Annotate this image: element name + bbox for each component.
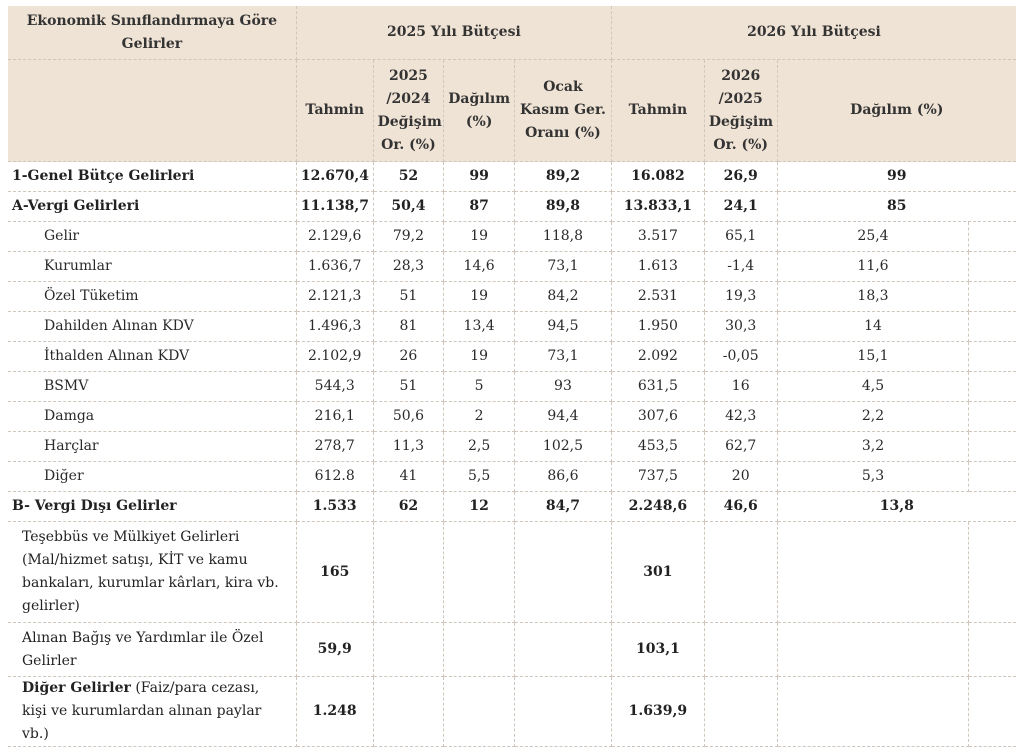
cell: 2.248,6 <box>612 492 705 522</box>
row-label-bold: Diğer Gelirler <box>22 680 131 696</box>
cell: 2,5 <box>444 432 515 462</box>
row-label: Alınan Bağış ve Yardımlar ile Özel Gelirler <box>8 623 297 677</box>
cell: 26 <box>374 342 445 372</box>
table-row <box>8 432 1016 462</box>
cell: 301 <box>612 522 705 623</box>
cell: 1.636,7 <box>297 252 374 282</box>
empty-cell <box>969 252 1016 282</box>
row-label: Dahilden Alınan KDV <box>8 312 297 342</box>
empty-cell <box>969 677 1016 747</box>
cell: 278,7 <box>297 432 374 462</box>
table-row <box>8 312 1016 342</box>
row-label-rest: (Faiz/para cezası, kişi ve kurumlardan alınan paylar vb.) <box>22 680 262 742</box>
cell: 13.833,1 <box>612 192 705 222</box>
empty-cell <box>969 222 1016 252</box>
cell: 85 <box>778 192 1016 222</box>
cell: 30,3 <box>705 312 778 342</box>
empty-cell <box>778 522 970 623</box>
cell: 1.248 <box>297 677 374 747</box>
empty-cell <box>705 522 778 623</box>
empty-cell <box>515 677 612 747</box>
empty-cell <box>969 372 1016 402</box>
cell: 84,2 <box>515 282 612 312</box>
cell: 631,5 <box>612 372 705 402</box>
cell: 19 <box>444 282 515 312</box>
cell: 4,5 <box>778 372 970 402</box>
empty-cell <box>969 462 1016 492</box>
table-row <box>8 492 1016 522</box>
empty-cell <box>969 402 1016 432</box>
budget-table <box>8 6 1016 747</box>
cell: 5,5 <box>444 462 515 492</box>
cell: 2.121,3 <box>297 282 374 312</box>
cell: 1.496,3 <box>297 312 374 342</box>
cell: 19 <box>444 222 515 252</box>
cell: 94,4 <box>515 402 612 432</box>
empty-cell <box>515 623 612 677</box>
cell: 216,1 <box>297 402 374 432</box>
empty-cell <box>374 522 445 623</box>
change-2025-header: 2025 /2024 Değişim Or. (%) <box>374 60 445 162</box>
cell: 86,6 <box>515 462 612 492</box>
cell: 73,1 <box>515 252 612 282</box>
row-label: Gelir <box>8 222 297 252</box>
cell: -0,05 <box>705 342 778 372</box>
cell: 1.613 <box>612 252 705 282</box>
cell: 25,4 <box>778 222 970 252</box>
cell: 2.531 <box>612 282 705 312</box>
col-label-header: Ekonomik Sınıflandırmaya Göre Gelirler <box>8 6 297 60</box>
row-label: Damga <box>8 402 297 432</box>
cell: 3.517 <box>612 222 705 252</box>
empty-cell <box>515 522 612 623</box>
table-row <box>8 623 1016 677</box>
cell: 13,4 <box>444 312 515 342</box>
tahmin-2025-header: Tahmin <box>297 60 374 162</box>
cell: 42,3 <box>705 402 778 432</box>
cell: 73,1 <box>515 342 612 372</box>
cell: 84,7 <box>515 492 612 522</box>
cell: 18,3 <box>778 282 970 312</box>
cell: 89,8 <box>515 192 612 222</box>
cell: 307,6 <box>612 402 705 432</box>
cell: 99 <box>778 162 1016 192</box>
cell: 99 <box>444 162 515 192</box>
empty-cell <box>778 623 970 677</box>
cell: 11,6 <box>778 252 970 282</box>
cell: 14,6 <box>444 252 515 282</box>
empty-cell <box>969 432 1016 462</box>
cell: 2.102,9 <box>297 342 374 372</box>
row-label: A-Vergi Gelirleri <box>8 192 297 222</box>
group-2025-header: 2025 Yılı Bütçesi <box>297 6 612 60</box>
empty-cell <box>444 623 515 677</box>
tahmin-2026-header: Tahmin <box>612 60 705 162</box>
cell: 11,3 <box>374 432 445 462</box>
cell: 79,2 <box>374 222 445 252</box>
cell: 2 <box>444 402 515 432</box>
empty-cell <box>374 677 445 747</box>
cell: 2.092 <box>612 342 705 372</box>
empty-cell <box>778 677 970 747</box>
cell: 737,5 <box>612 462 705 492</box>
cell: 94,5 <box>515 312 612 342</box>
cell: 24,1 <box>705 192 778 222</box>
cell: 12.670,4 <box>297 162 374 192</box>
table-row <box>8 162 1016 192</box>
cell: 11.138,7 <box>297 192 374 222</box>
dagilim-2026-header: Dağılım (%) <box>778 60 1016 162</box>
table-row <box>8 402 1016 432</box>
cell: 59,9 <box>297 623 374 677</box>
cell: 1.639,9 <box>612 677 705 747</box>
row-label: Diğer <box>8 462 297 492</box>
row-label: Teşebbüs ve Mülkiyet Gelirleri (Mal/hizmet satışı, KİT ve kamu bankaları, kurumlar kârları, kira vb. gelirler) <box>8 522 297 623</box>
cell: 5,3 <box>778 462 970 492</box>
cell: 87 <box>444 192 515 222</box>
cell: 26,9 <box>705 162 778 192</box>
cell: 52 <box>374 162 445 192</box>
cell: 102,5 <box>515 432 612 462</box>
row-label: Harçlar <box>8 432 297 462</box>
cell: 51 <box>374 372 445 402</box>
table-row <box>8 342 1016 372</box>
change-2026-header: 2026 /2025 Değişim Or. (%) <box>705 60 778 162</box>
cell: 165 <box>297 522 374 623</box>
cell: 28,3 <box>374 252 445 282</box>
empty-cell <box>969 623 1016 677</box>
empty-cell <box>969 522 1016 623</box>
cell: 50,6 <box>374 402 445 432</box>
group-2026-header: 2026 Yılı Bütçesi <box>612 6 1016 60</box>
table-row <box>8 282 1016 312</box>
cell: 51 <box>374 282 445 312</box>
cell: 544,3 <box>297 372 374 402</box>
row-label <box>8 677 297 747</box>
cell: 3,2 <box>778 432 970 462</box>
cell: 93 <box>515 372 612 402</box>
header-row-columns <box>8 60 1016 162</box>
cell: 15,1 <box>778 342 970 372</box>
cell: 89,2 <box>515 162 612 192</box>
cell: 1.533 <box>297 492 374 522</box>
cell: 118,8 <box>515 222 612 252</box>
ocak-kasim-header: Ocak Kasım Ger. Oranı (%) <box>515 60 612 162</box>
empty-cell <box>444 522 515 623</box>
table-row <box>8 192 1016 222</box>
cell: 16.082 <box>612 162 705 192</box>
empty-cell <box>969 282 1016 312</box>
dagilim-2025-header: Dağılım (%) <box>444 60 515 162</box>
row-label: Özel Tüketim <box>8 282 297 312</box>
row-label: Kurumlar <box>8 252 297 282</box>
empty-cell <box>374 623 445 677</box>
row-label: 1-Genel Bütçe Gelirleri <box>8 162 297 192</box>
empty-cell <box>969 342 1016 372</box>
cell: 2.129,6 <box>297 222 374 252</box>
cell: 62 <box>374 492 445 522</box>
cell: 453,5 <box>612 432 705 462</box>
cell: 50,4 <box>374 192 445 222</box>
table-row <box>8 222 1016 252</box>
cell: 14 <box>778 312 970 342</box>
empty-cell <box>444 677 515 747</box>
table-row <box>8 522 1016 623</box>
table-row <box>8 462 1016 492</box>
table-row <box>8 372 1016 402</box>
cell: 81 <box>374 312 445 342</box>
cell: 19 <box>444 342 515 372</box>
cell: 13,8 <box>778 492 1016 522</box>
cell: 62,7 <box>705 432 778 462</box>
cell: 612.8 <box>297 462 374 492</box>
empty-header-cell <box>8 60 297 162</box>
cell: -1,4 <box>705 252 778 282</box>
empty-cell <box>705 623 778 677</box>
cell: 20 <box>705 462 778 492</box>
table-row <box>8 252 1016 282</box>
row-label: BSMV <box>8 372 297 402</box>
cell: 1.950 <box>612 312 705 342</box>
cell: 2,2 <box>778 402 970 432</box>
row-label: B- Vergi Dışı Gelirler <box>8 492 297 522</box>
cell: 46,6 <box>705 492 778 522</box>
cell: 103,1 <box>612 623 705 677</box>
table-row <box>8 677 1016 747</box>
empty-cell <box>969 312 1016 342</box>
cell: 65,1 <box>705 222 778 252</box>
row-label: İthalden Alınan KDV <box>8 342 297 372</box>
cell: 5 <box>444 372 515 402</box>
empty-cell <box>705 677 778 747</box>
cell: 12 <box>444 492 515 522</box>
cell: 19,3 <box>705 282 778 312</box>
header-row-groups <box>8 6 1016 60</box>
cell: 16 <box>705 372 778 402</box>
cell: 41 <box>374 462 445 492</box>
